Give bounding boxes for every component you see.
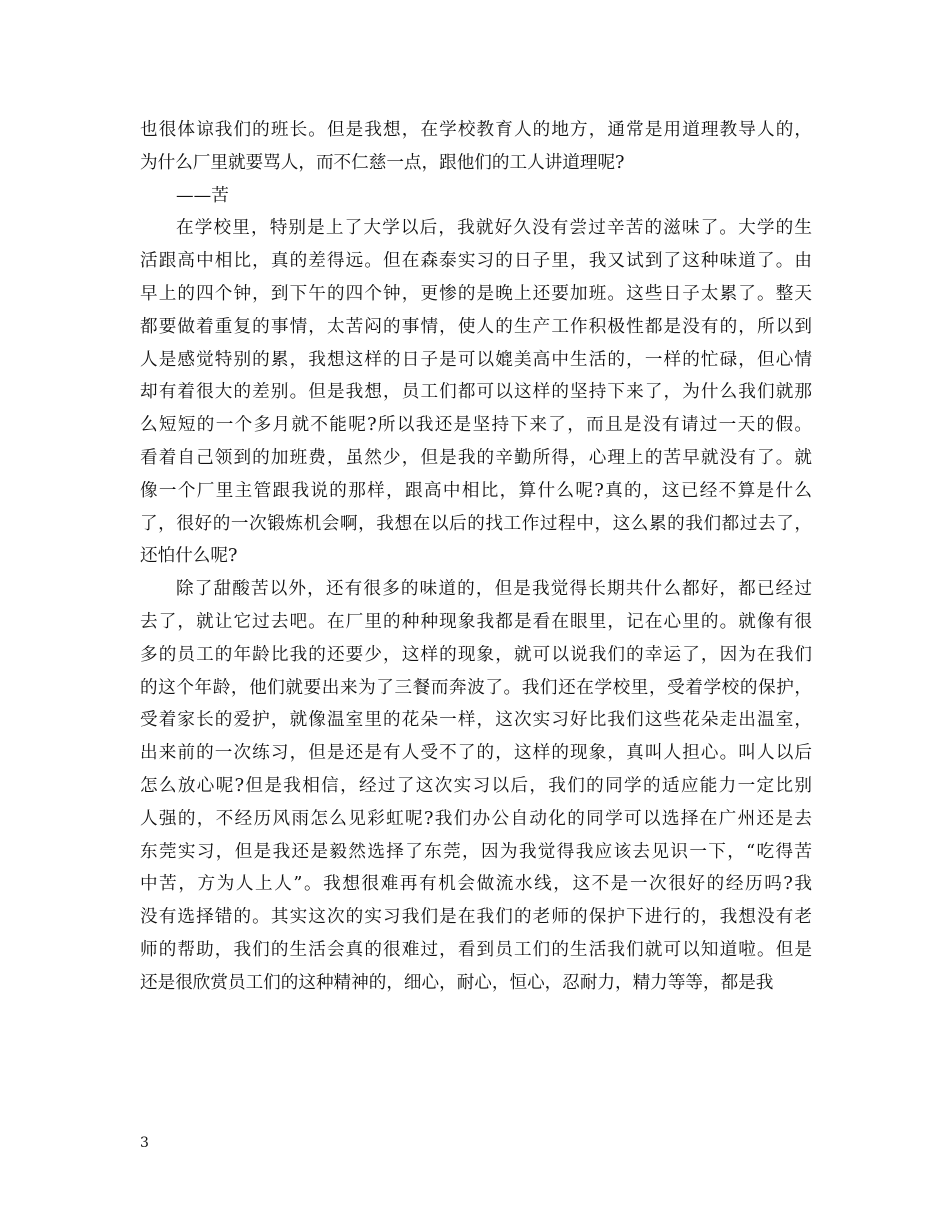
text-line: 都要做着重复的事情，太苦闷的事情，使人的生产工作积极性都是没有的，所以到: [140, 316, 812, 337]
text-line: 么短短的一个多月就不能呢?所以我还是坚持下来了，而且是没有请过一天的假。: [140, 415, 812, 436]
text-line: 像一个厂里主管跟我说的那样，跟高中相比，算什么呢?真的，这已经不算是什么: [140, 480, 812, 501]
text-line: 去了，就让它过去吧。在厂里的种种现象我都是看在眼里，记在心里的。就像有很: [140, 611, 812, 632]
text-line: 还怕什么呢?: [140, 546, 238, 567]
text-line: 师的帮助，我们的生活会真的很难过，看到员工们的生活我们就可以知道啦。但是: [140, 939, 812, 960]
text-line: 却有着很大的差别。但是我想，员工们都可以这样的坚持下来了，为什么我们就那: [140, 382, 812, 403]
text-line: 为什么厂里就要骂人，而不仁慈一点，跟他们的工人讲道理呢?: [140, 152, 625, 173]
body-text: [140, 114, 812, 1000]
text-line: 没有选择错的。其实这次的实习我们是在我们的老师的保护下进行的，我想没有老: [140, 907, 812, 928]
text-line: 多的员工的年龄比我的还要少，这样的现象，就可以说我们的幸运了，因为在我们: [140, 644, 812, 665]
text-line: 活跟高中相比，真的差得远。但在森泰实习的日子里，我又试到了这种味道了。由: [140, 251, 812, 272]
paragraph: [140, 114, 812, 180]
page-number: 3: [140, 1135, 149, 1151]
text-line: 出来前的一次练习，但是还是有人受不了的，这样的现象，真叫人担心。叫人以后: [140, 743, 812, 764]
text-line: 也很体谅我们的班长。但是我想，在学校教育人的地方，通常是用道理教导人的，: [140, 120, 812, 140]
text-line: 怎么放心呢?但是我相信，经过了这次实习以后，我们的同学的适应能力一定比别: [140, 775, 812, 796]
paragraph: [140, 180, 812, 213]
text-line: 在学校里，特别是上了大学以后，我就好久没有尝过辛苦的滋味了。大学的生: [176, 218, 812, 239]
text-line: ——苦: [176, 185, 229, 206]
text-line: 除了甜酸苦以外，还有很多的味道的，但是我觉得长期共什么都好，都已经过: [176, 579, 812, 600]
text-line: 受着家长的爱护，就像温室里的花朵一样，这次实习好比我们这些花朵走出温室，: [140, 710, 812, 731]
text-line: 人是感觉特别的累，我想这样的日子是可以媲美高中生活的，一样的忙碌，但心情: [140, 349, 812, 370]
text-line: 早上的四个钟，到下午的四个钟，更惨的是晚上还要加班。这些日子太累了。整天: [140, 283, 812, 304]
text-line: 看着自己领到的加班费，虽然少，但是我的辛勤所得，心理上的苦早就没有了。就: [140, 447, 812, 468]
text-line: 还是很欣赏员工们的这种精神的，细心，耐心，恒心，忍耐力，精力等等，都是我: [140, 972, 774, 993]
text-line: 东莞实习，但是我还是毅然选择了东莞，因为我觉得我应该去见识一下，“吃得苦: [140, 841, 812, 862]
paragraph: [140, 573, 812, 999]
text-line: 的这个年龄，他们就要出来为了三餐而奔波了。我们还在学校里，受着学校的保护，: [140, 677, 812, 698]
paragraph: [140, 212, 812, 573]
text-line: 中苦，方为人上人”。我想很难再有机会做流水线，这不是一次很好的经历吗?我: [140, 874, 812, 895]
text-line: 人强的，不经历风雨怎么见彩虹呢?我们办公自动化的同学可以选择在广州还是去: [140, 808, 812, 829]
text-line: 了，很好的一次锻炼机会啊，我想在以后的找工作过程中，这么累的我们都过去了，: [140, 513, 812, 534]
